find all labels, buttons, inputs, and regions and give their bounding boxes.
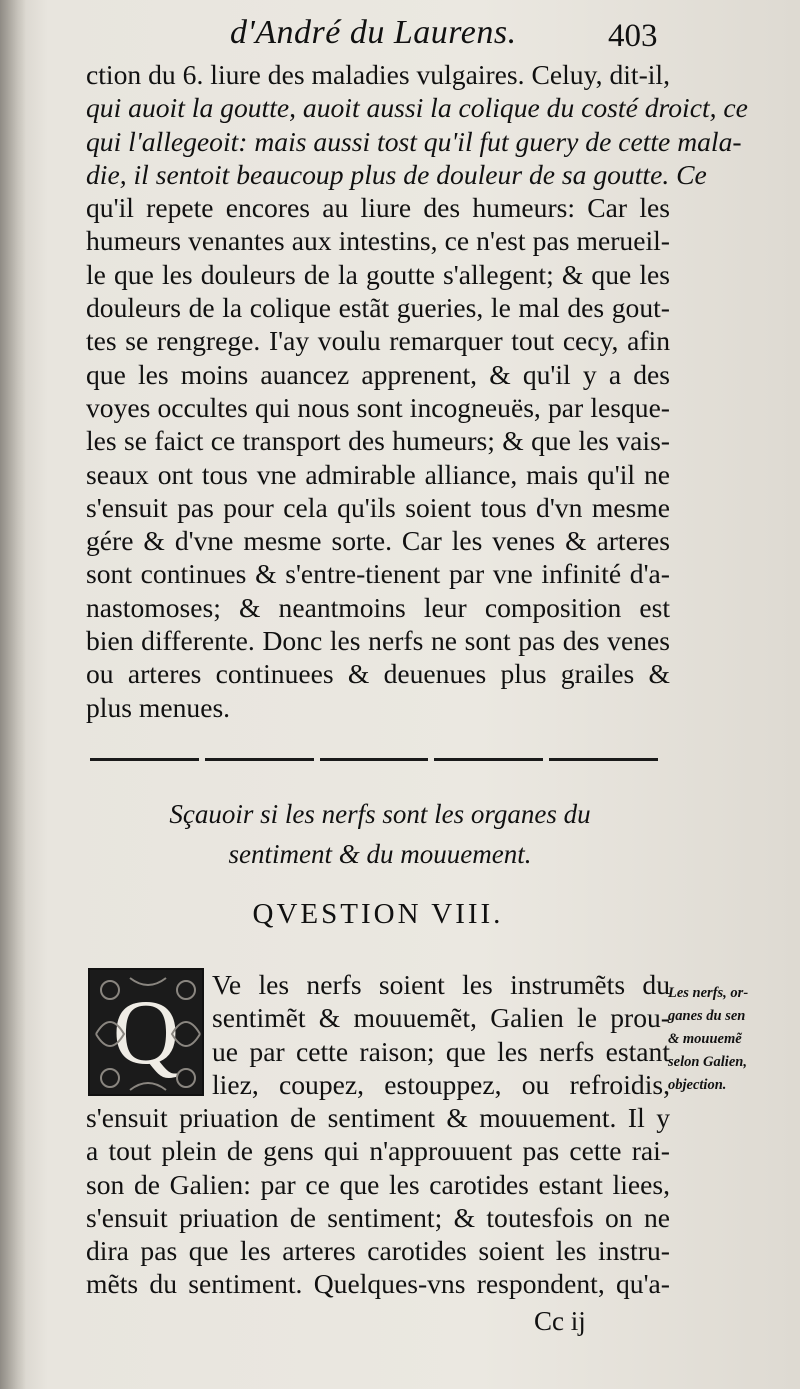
body-line: humeurs venantes aux intestins, ce n'est pas merueil- [86, 225, 670, 257]
gutter-shadow [0, 0, 26, 1389]
question-line: a tout plein de gens qui n'approuuent pas cette rai- [86, 1135, 670, 1167]
question-heading: QVESTION VIII. [252, 898, 504, 930]
divider-segment [434, 758, 543, 766]
margin-note-line: & mouuemẽ [668, 1031, 742, 1047]
body-line: qui l'allegeoit: mais aussi tost qu'il fut guery de cette mala- [86, 125, 742, 157]
body-line: qu'il repete encores au liure des humeurs: Car les [86, 192, 670, 224]
page-number: 403 [608, 18, 658, 54]
body-text [86, 58, 748, 724]
body-line: s'ensuit pas pour cela qu'ils soient tous d'vn mesme [86, 491, 670, 523]
margin-note-line: ganes du sen [668, 1008, 746, 1024]
body-line: die, il sentoit beaucoup plus de douleur de sa goutte. Ce [86, 158, 707, 190]
section-title-line: Sçauoir si les nerfs sont les organes du [169, 799, 591, 829]
question-line: liez, coupez, estouppez, ou refroidis, [212, 1068, 670, 1100]
margin-note [668, 982, 796, 1097]
section-title [120, 794, 640, 874]
body-line: sont continues & s'entre-tienent par vne infinité d'a- [86, 558, 670, 590]
question-text-indented [212, 968, 670, 1101]
body-line: seaux ont tous vne admirable alliance, mais qu'il ne [86, 458, 670, 490]
question-line: sentimẽt & mouuemẽt, Galien le prou- [212, 1002, 670, 1034]
body-line: gére & d'vne mesme sorte. Car les venes & arteres [86, 525, 670, 557]
running-title: d'André du Laurens. [230, 14, 517, 51]
question-line: Ve les nerfs soient les instrumẽts du [212, 969, 670, 1000]
body-line: bien differente. Donc les nerfs ne sont pas des venes [86, 625, 670, 657]
question-line: dira pas que les arteres carotides soient les instru- [86, 1235, 670, 1267]
question-line: s'ensuit priuation de sentiment; & toutesfois on ne [86, 1201, 670, 1233]
body-line: ou arteres continuees & deuenues plus grailes & [86, 658, 670, 690]
body-line: tes se rengrege. I'ay voulu remarquer tout cecy, afin [86, 325, 670, 357]
margin-note-line: Les nerfs, or- [668, 985, 749, 1001]
body-line: le que les douleurs de la goutte s'allegent; & que les [86, 258, 670, 290]
decorated-initial [88, 968, 204, 1096]
question-line: son de Galien: par ce que les carotides estant liees, [86, 1168, 670, 1200]
body-line: que les moins auancez apprenent, & qu'il y a des [86, 358, 670, 390]
divider-segment [549, 758, 658, 766]
body-line: douleurs de la colique estãt gueries, le mal des gout- [86, 292, 670, 324]
divider-segment [205, 758, 314, 766]
section-divider [90, 758, 658, 766]
divider-segment [320, 758, 429, 766]
question-text-full [86, 1101, 670, 1301]
margin-note-line: selon Galien, [668, 1054, 747, 1070]
body-line: les se faict ce transport des humeurs; & que les vais- [86, 425, 670, 457]
body-line: plus menues. [86, 691, 231, 723]
catchword: Cc ij [534, 1306, 586, 1336]
ornament-icon [90, 970, 206, 1098]
initial-letter: Q [112, 981, 180, 1083]
body-line: qui auoit la goutte, auoit aussi la colique du costé droict, ce [86, 92, 748, 124]
body-line: nastomoses; & neantmoins leur composition est [86, 591, 670, 623]
divider-segment [90, 758, 199, 766]
question-line: ue par cette raison; que les nerfs estant [212, 1035, 670, 1067]
body-line: ction du 6. liure des maladies vulgaires. Celuy, dit-il, [86, 59, 670, 90]
section-title-line: sentiment & du mouuement. [228, 839, 532, 869]
margin-note-line: objection. [668, 1077, 727, 1093]
body-line: voyes occultes qui nous sont incogneuës, par lesque- [86, 391, 670, 423]
question-line: mẽts du sentiment. Quelques-vns respondent, qu'a- [86, 1268, 670, 1300]
question-line: s'ensuit priuation de sentiment & mouuement. Il y [86, 1102, 670, 1133]
